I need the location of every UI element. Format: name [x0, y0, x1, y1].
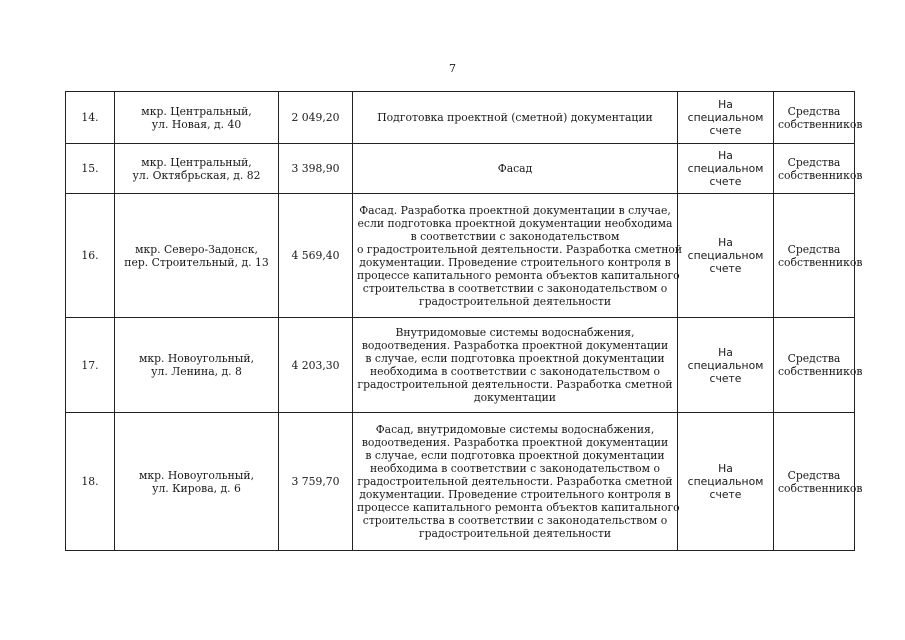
work-line: документации. Проведение строительного контроля в [359, 488, 671, 501]
address-line: ул. Ленина, д. 8 [151, 365, 242, 378]
account-cell [678, 194, 774, 318]
row-number-cell: 16. [66, 194, 115, 318]
work-line: водоотведения. Разработка проектной документации [361, 339, 669, 352]
account-line: На [718, 98, 733, 111]
funding-source-cell [774, 92, 863, 144]
account-line: счете [709, 124, 742, 137]
address-line: ул. Новая, д. 40 [151, 117, 242, 131]
work-line: о градостроительной деятельности. Разработка сметной [357, 242, 683, 256]
work-line: градостроительной деятельности. Разработка сметной [357, 475, 673, 488]
funding-line: Средства [787, 155, 841, 169]
account-line: На [718, 345, 733, 359]
address-cell [115, 92, 279, 144]
row-number-cell: 14. [66, 92, 115, 144]
work-line: документации. Проведение строительного контроля в [359, 255, 671, 269]
account-cell [678, 144, 774, 194]
funding-source-cell [774, 413, 863, 551]
account-cell [678, 413, 774, 551]
table-row [66, 318, 855, 413]
work-line: Подготовка проектной (сметной) документации [377, 111, 653, 124]
funding-line: собственников [778, 168, 863, 182]
work-line: Фасад. Разработка проектной документации в случае, [359, 203, 671, 217]
account-cell [678, 92, 774, 144]
table-row [66, 144, 855, 194]
table-body [66, 92, 863, 551]
sum-cell: 2 049,20 [279, 92, 353, 144]
funding-source-cell [774, 144, 863, 194]
account-line: счете [709, 488, 742, 501]
address-line: мкр. Центральный, [141, 155, 252, 169]
address-cell [115, 318, 279, 413]
work-line: в соответствии с законодательством [410, 229, 620, 243]
account-line: специальном [687, 162, 764, 175]
work-line: водоотведения. Разработка проектной документации [361, 436, 669, 449]
account-line: специальном [687, 249, 764, 262]
work-line: Фасад, внутридомовые системы водоснабжения, [375, 423, 655, 436]
address-cell [115, 413, 279, 551]
work-line: в случае, если подготовка проектной документации [365, 449, 665, 462]
work-line: градостроительной деятельности [418, 527, 612, 540]
funding-source-cell [774, 318, 863, 413]
address-line: ул. Кирова, д. 6 [152, 481, 241, 495]
funding-line: Средства [787, 242, 841, 256]
address-line: ул. Октябрьская, д. 82 [132, 168, 261, 182]
page-number: 7 [449, 62, 456, 75]
work-cell [353, 194, 683, 318]
address-line: пер. Строительный, д. 13 [124, 255, 269, 269]
row-number-cell: 18. [66, 413, 115, 551]
work-cell [353, 144, 678, 194]
work-line: строительства в соответствии с законодательством о [362, 514, 668, 527]
funding-line: собственников [778, 365, 863, 378]
account-line: счете [709, 175, 742, 188]
funding-line: Средства [787, 104, 841, 118]
address-line: мкр. Новоугольный, [138, 352, 255, 365]
account-line: счете [709, 262, 742, 275]
funding-line: собственников [778, 117, 863, 131]
funding-source-cell [774, 194, 863, 318]
work-line: строительства в соответствии с законодательством о [362, 281, 668, 295]
funding-line: собственников [778, 481, 863, 495]
work-cell [353, 318, 678, 413]
account-line: специальном [687, 111, 764, 124]
address-line: мкр. Новоугольный, [138, 468, 255, 482]
sum-cell: 4 203,30 [279, 318, 353, 413]
table-row [66, 413, 855, 551]
work-cell [353, 413, 678, 551]
account-line: На [718, 462, 733, 475]
repair-works-table [65, 91, 863, 551]
work-line: градостроительной деятельности. Разработка сметной [357, 378, 673, 391]
account-line: На [718, 149, 733, 162]
work-line: градостроительной деятельности [418, 294, 612, 308]
work-line: необходима в соответствии с законодательством о [369, 462, 661, 475]
sum-cell: 4 569,40 [279, 194, 353, 318]
address-cell [115, 144, 279, 194]
funding-line: собственников [778, 255, 863, 269]
work-line: документации [474, 391, 556, 404]
account-line: специальном [687, 475, 764, 488]
address-cell [115, 194, 279, 318]
account-line: счете [709, 371, 742, 385]
work-line: Фасад [497, 162, 533, 175]
work-line: процессе капитального ремонта объектов капитального [357, 268, 680, 282]
account-line: специальном [687, 358, 764, 372]
address-line: мкр. Северо-Задонск, [135, 242, 258, 256]
row-number-cell: 15. [66, 144, 115, 194]
sum-cell: 3 398,90 [279, 144, 353, 194]
work-line: если подготовка проектной документации необходима [357, 216, 673, 230]
address-line: мкр. Центральный, [141, 104, 252, 118]
work-cell [353, 92, 678, 144]
work-line: процессе капитального ремонта объектов капитального [357, 501, 680, 514]
funding-line: Средства [787, 468, 841, 482]
funding-line: Средства [787, 352, 841, 365]
account-line: На [718, 236, 733, 249]
work-line: в случае, если подготовка проектной документации [365, 352, 665, 365]
work-line: необходима в соответствии с законодательством о [369, 365, 661, 378]
table-row [66, 194, 855, 318]
table-row [66, 92, 855, 144]
row-number-cell: 17. [66, 318, 115, 413]
account-cell [678, 318, 774, 413]
work-line: Внутридомовые системы водоснабжения, [395, 326, 635, 339]
sum-cell: 3 759,70 [279, 413, 353, 551]
